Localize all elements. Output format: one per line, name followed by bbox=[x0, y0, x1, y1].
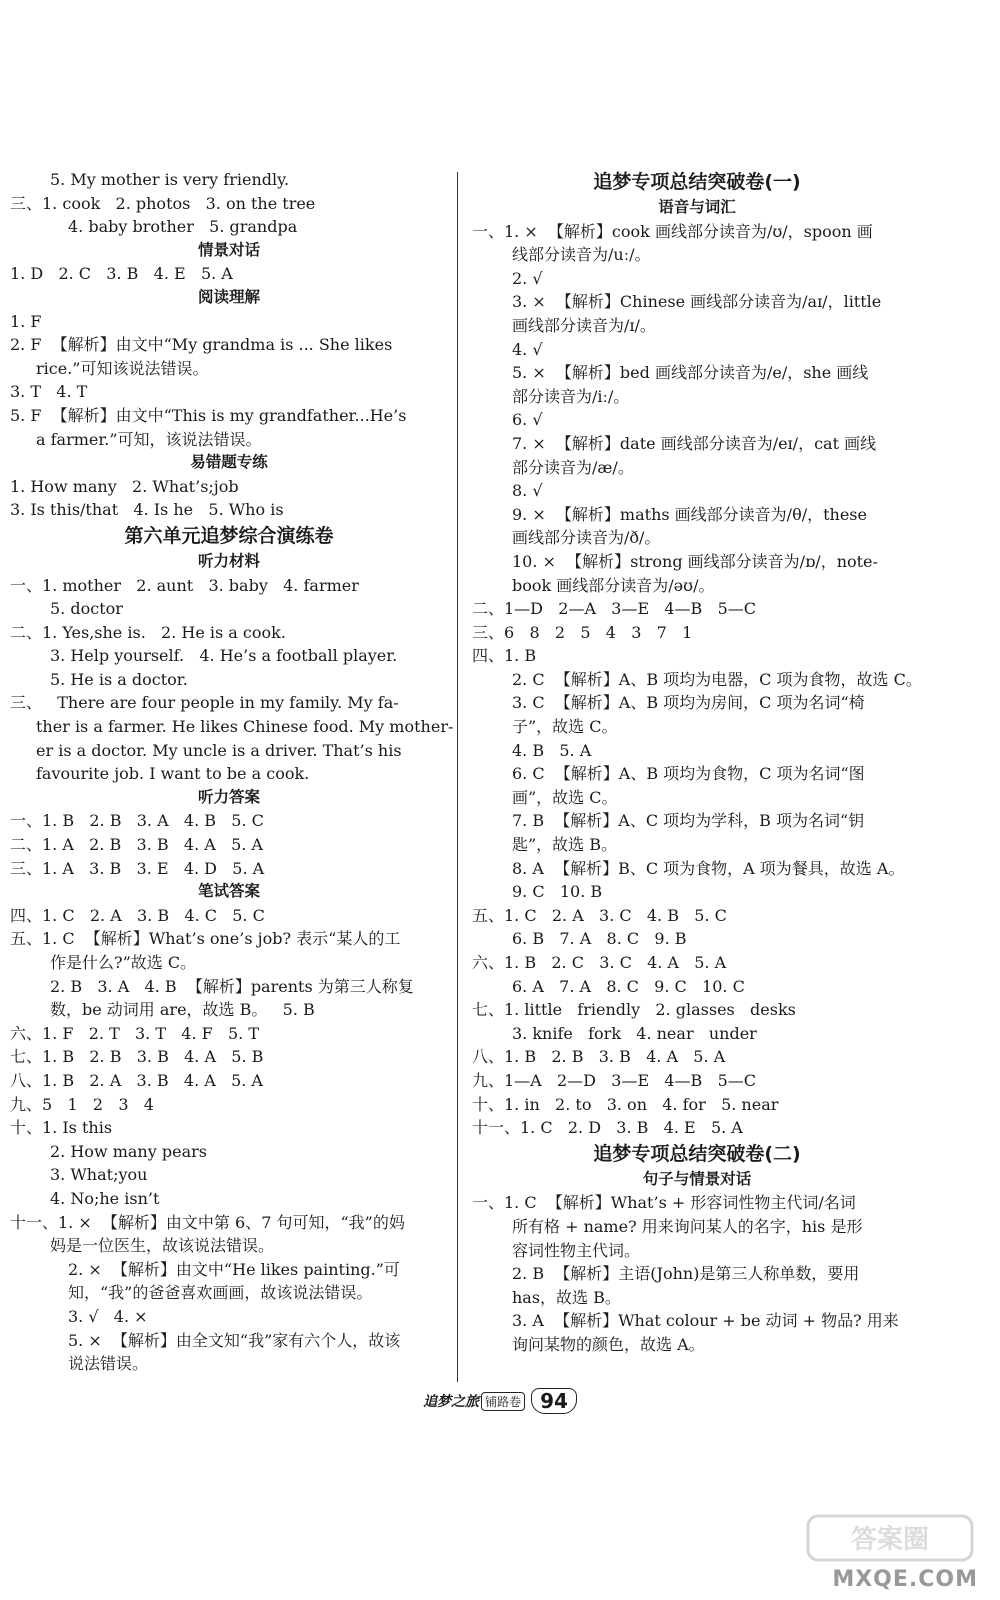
answer-line: 1. How many 2. What’s;job bbox=[10, 476, 239, 496]
answer-line: 3. √ 4. × bbox=[68, 1306, 148, 1326]
section-title: 第六单元追梦综合演练卷 bbox=[124, 524, 334, 547]
answer-line: 5. He is a doctor. bbox=[50, 669, 188, 689]
answer-line: 5. doctor bbox=[50, 599, 123, 619]
page-footer bbox=[0, 1388, 1000, 1414]
answer-line: 1. F bbox=[10, 311, 42, 331]
page-number: 94 bbox=[531, 1388, 577, 1414]
answer-line: 2. B 【解析】主语(John)是第三人称单数，要用 bbox=[512, 1264, 860, 1284]
answer-line: 4. B 5. A bbox=[512, 740, 592, 760]
answer-line: 2. × 【解析】由文中“He likes painting.”可 bbox=[68, 1259, 400, 1279]
answer-line: 一、1. mother 2. aunt 3. baby 4. farmer bbox=[10, 575, 359, 595]
answer-line: 十、1. in 2. to 3. on 4. for 5. near bbox=[472, 1094, 779, 1114]
answer-line: 3. C 【解析】A、B 项均为房间，C 项为名词“椅 bbox=[512, 693, 865, 713]
answer-line: 二、1—D 2—A 3—E 4—B 5—C bbox=[472, 599, 756, 619]
answer-line: 5. × 【解析】bed 画线部分读音为/e/，she 画线 bbox=[512, 363, 869, 383]
answer-line: 七、1. little friendly 2. glasses desks bbox=[472, 1000, 796, 1020]
answer-line: 六、1. B 2. C 3. C 4. A 5. A bbox=[472, 953, 727, 972]
answer-line: 询问某物的颜色，故选 A。 bbox=[512, 1334, 705, 1354]
answer-line: 3. × 【解析】Chinese 画线部分读音为/aɪ/，little bbox=[512, 292, 882, 312]
answer-line: 2. How many pears bbox=[50, 1141, 207, 1161]
answer-line: 线部分读音为/uː/。 bbox=[512, 245, 651, 265]
left-column bbox=[10, 168, 454, 1376]
section-heading: 笔试答案 bbox=[197, 882, 260, 901]
answer-line: 6. B 7. A 8. C 9. B bbox=[512, 929, 687, 949]
watermark-url: MXQE.COM bbox=[832, 1567, 978, 1592]
section-title: 追梦专项总结突破卷(一) bbox=[593, 171, 801, 193]
section-heading: 易错题专练 bbox=[190, 453, 268, 472]
answer-line: 所有格 + name? 用来询问某人的名字，his 是形 bbox=[512, 1216, 863, 1236]
answer-line: 部分读音为/æ/。 bbox=[512, 457, 634, 477]
answer-line: 六、1. F 2. T 3. T 4. F 5. T bbox=[10, 1023, 260, 1043]
answer-line: 十、1. Is this bbox=[10, 1118, 113, 1138]
answer-line: 3. What;you bbox=[50, 1165, 148, 1185]
answer-line: 4. baby brother 5. grandpa bbox=[68, 217, 298, 237]
answer-line: 知，“我”的爸爸喜欢画画，故该说法错误。 bbox=[68, 1283, 373, 1303]
column-divider bbox=[457, 172, 458, 1382]
answer-line: 四、1. C 2. A 3. B 4. C 5. C bbox=[10, 905, 265, 925]
section-heading: 语音与词汇 bbox=[658, 198, 736, 216]
answer-line: 容词性物主代词。 bbox=[512, 1240, 641, 1260]
answer-line: 子”，故选 C。 bbox=[512, 717, 618, 737]
answer-line: 7. × 【解析】date 画线部分读音为/eɪ/，cat 画线 bbox=[512, 433, 877, 453]
answer-line: 8. √ bbox=[512, 481, 543, 501]
answer-line: 8. A 【解析】B、C 项为食物，A 项为餐具，故选 A。 bbox=[512, 858, 905, 878]
answer-line: 5. My mother is very friendly. bbox=[50, 170, 290, 189]
answer-line: 九、1—A 2—D 3—E 4—B 5—C bbox=[472, 1070, 756, 1090]
section-title: 追梦专项总结突破卷(二) bbox=[593, 1142, 801, 1165]
answer-line: 二、1. Yes,she is. 2. He is a cook. bbox=[10, 622, 286, 642]
answer-line: 画线部分读音为/ɪ/。 bbox=[512, 315, 656, 335]
answer-line: 八、1. B 2. B 3. B 4. A 5. A bbox=[472, 1047, 726, 1067]
answer-line: 3. A 【解析】What colour + be 动词 + 物品? 用来 bbox=[512, 1311, 899, 1331]
answer-line: 画”，故选 C。 bbox=[512, 787, 618, 807]
answer-line: 3. T 4. T bbox=[10, 382, 88, 402]
answer-line: 2. B 3. A 4. B 【解析】parents 为第三人称复 bbox=[50, 976, 414, 996]
answer-line: ther is a farmer. He likes Chinese food. My mother- bbox=[36, 717, 454, 737]
answer-line: 4. No;he isn’t bbox=[50, 1188, 160, 1208]
answer-line: has，故选 B。 bbox=[512, 1287, 621, 1307]
answer-line: 三、1. cook 2. photos 3. on the tree bbox=[10, 193, 316, 213]
answer-line: 三、1. A 3. B 3. E 4. D 5. A bbox=[10, 858, 265, 878]
brand-logo: 追梦之旅 bbox=[423, 1394, 480, 1410]
answer-line: 6. A 7. A 8. C 9. C 10. C bbox=[512, 976, 745, 996]
answer-line: 4. √ bbox=[512, 339, 543, 359]
answer-line: 十一、1. C 2. D 3. B 4. E 5. A bbox=[472, 1118, 743, 1138]
answer-line: 说法错误。 bbox=[68, 1354, 149, 1374]
answer-line: 匙”，故选 B。 bbox=[512, 835, 618, 855]
section-heading: 句子与情景对话 bbox=[642, 1169, 752, 1188]
answer-line: 3. Help yourself. 4. He’s a football player. bbox=[50, 646, 398, 666]
answer-line: 10. × 【解析】strong 画线部分读音为/ɒ/，note- bbox=[512, 551, 878, 571]
answer-line: a farmer.”可知，该说法错误。 bbox=[36, 429, 262, 449]
answer-line: 5. F 【解析】由文中“This is my grandfather...He’s bbox=[10, 405, 407, 425]
answer-line: 9. × 【解析】maths 画线部分读音为/θ/，these bbox=[512, 504, 867, 524]
answer-line: 二、1. A 2. B 3. B 4. A 5. A bbox=[10, 835, 263, 855]
answer-line: 一、1. B 2. B 3. A 4. B 5. C bbox=[10, 811, 264, 831]
answer-line: er is a doctor. My uncle is a driver. That’s his bbox=[36, 740, 402, 760]
answer-line: 一、1. C 【解析】What’s + 形容词性物主代词/名词 bbox=[472, 1193, 856, 1213]
answer-line: 三、6 8 2 5 4 3 7 1 bbox=[472, 622, 693, 642]
answer-line: 1. D 2. C 3. B 4. E 5. A bbox=[10, 264, 233, 284]
answer-line: favourite job. I want to be a cook. bbox=[36, 764, 310, 784]
answer-line: 2. √ bbox=[512, 268, 543, 288]
answer-line: 2. C 【解析】A、B 项均为电器，C 项为食物，故选 C。 bbox=[512, 669, 922, 689]
section-heading: 听力材料 bbox=[197, 551, 260, 570]
answer-line: book 画线部分读音为/əʊ/。 bbox=[512, 575, 715, 595]
answer-line: 五、1. C 2. A 3. C 4. B 5. C bbox=[472, 905, 727, 925]
series-badge: 铺路卷 bbox=[481, 1392, 525, 1411]
right-column bbox=[472, 168, 922, 1357]
answer-line: 6. C 【解析】A、B 项均为食物，C 项为名词“图 bbox=[512, 764, 865, 784]
answer-line: 3. Is this/that 4. Is he 5. Who is bbox=[10, 500, 284, 520]
answer-line: 四、1. B bbox=[472, 646, 537, 666]
section-heading: 听力答案 bbox=[197, 787, 260, 806]
answer-line: rice.”可知该说法错误。 bbox=[36, 358, 209, 378]
answer-line: 5. × 【解析】由全文知“我”家有六个人，故该 bbox=[68, 1330, 401, 1350]
answer-line: 画线部分读音为/ð/。 bbox=[512, 528, 661, 548]
answer-line: 3. knife fork 4. near under bbox=[512, 1023, 757, 1043]
answer-line: 9. C 10. B bbox=[512, 882, 603, 902]
answer-line: 五、1. C 【解析】What’s one’s job? 表示“某人的工 bbox=[10, 929, 401, 949]
section-heading: 阅读理解 bbox=[197, 287, 260, 306]
answer-line: 6. √ bbox=[512, 410, 543, 430]
section-heading: 情景对话 bbox=[197, 240, 260, 259]
answer-line: 7. B 【解析】A、C 项均为学科，B 项为名词“钥 bbox=[512, 811, 865, 831]
answer-line: 九、5 1 2 3 4 bbox=[10, 1094, 154, 1114]
watermark-chars: 答案圈 bbox=[850, 1525, 930, 1555]
answer-line: 一、1. × 【解析】cook 画线部分读音为/ʊ/，spoon 画 bbox=[472, 221, 873, 241]
answer-line: 作是什么?”故选 C。 bbox=[50, 953, 197, 972]
answer-line: 妈是一位医生，故该说法错误。 bbox=[50, 1236, 275, 1256]
answer-line: 部分读音为/iː/。 bbox=[512, 386, 630, 406]
answer-line: 数，be 动词用 are，故选 B。 5. B bbox=[50, 1000, 315, 1020]
answer-line: 七、1. B 2. B 3. B 4. A 5. B bbox=[10, 1047, 264, 1067]
answer-line: 三、 There are four people in my family. My fa- bbox=[10, 693, 399, 713]
answer-line: 十一、1. × 【解析】由文中第 6、7 句可知，“我”的妈 bbox=[10, 1212, 405, 1232]
answer-line: 2. F 【解析】由文中“My grandma is ... She likes bbox=[10, 335, 393, 355]
answer-line: 八、1. B 2. A 3. B 4. A 5. A bbox=[10, 1070, 263, 1090]
